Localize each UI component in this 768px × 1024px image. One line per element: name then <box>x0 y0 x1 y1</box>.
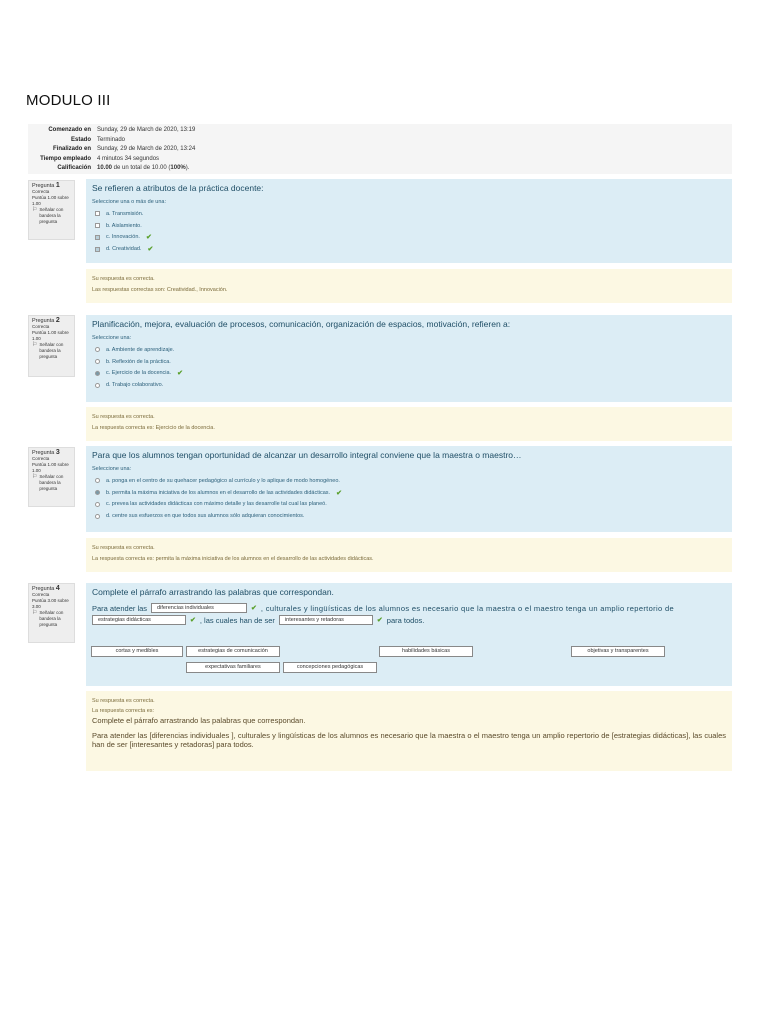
answer-option[interactable]: d. Trabajo colaborativo. <box>92 379 726 391</box>
feedback-panel <box>86 538 732 572</box>
correct-answer: La respuesta correcta es: permita la máxima iniciativa de los alumnos en el desarrollo de las actividades didácticas. <box>92 556 374 562</box>
flag-question-link[interactable]: ⚐ Señalar con bandera la pregunta <box>32 610 64 627</box>
checkbox[interactable] <box>95 235 100 240</box>
question-info: Pregunta 4 Correcta Puntúa 3.00 sobre 3.00 ⚐ Señalar con bandera la pregunta <box>28 583 75 643</box>
answer-option[interactable]: a. ponga en el centro de su quehacer pedagógico al currículo y lo aplique de modo homogéneo. <box>92 475 726 487</box>
feedback-panel <box>86 407 732 441</box>
summary-value: Sunday, 29 de March de 2020, 13:24 <box>97 146 196 152</box>
question-points: Puntúa 1.00 sobre 1.00 <box>32 195 69 206</box>
correct-check-icon: ✔ <box>251 605 257 612</box>
question-text: Complete el párrafo arrastrando las palabras que correspondan. <box>92 587 334 597</box>
answer-option[interactable]: c. Innovación. ✔ <box>92 232 726 244</box>
summary-key: Tiempo empleado <box>40 155 91 162</box>
question-status: Correcta <box>32 456 50 461</box>
question-info: Pregunta 2 Correcta Puntúa 1.00 sobre 1.00 ⚐ Señalar con bandera la pregunta <box>28 315 75 377</box>
draggable-word[interactable]: concepciones pedagógicas <box>283 662 377 673</box>
correct-answer: La respuesta correcta es: Ejercicio de la docencia. <box>92 425 215 431</box>
feedback-status: Su respuesta es correcta. <box>92 276 155 282</box>
correct-check-icon: ✔ <box>190 617 196 624</box>
radio-button[interactable] <box>95 347 100 352</box>
radio-button[interactable] <box>95 514 100 519</box>
correct-check-icon: ✔ <box>145 234 152 242</box>
answer-option[interactable]: c. prevea las actividades didácticas con máximo detalle y las desarrolle tal cual las planeó. <box>92 499 726 511</box>
feedback-status: Su respuesta es correcta. <box>92 545 155 551</box>
answer-option[interactable]: d. centre sus esfuerzos en que todos sus alumnos sólo adquieran conocimientos. <box>92 510 726 522</box>
flag-icon: ⚐ <box>32 342 38 348</box>
summary-value: Sunday, 29 de March de 2020, 13:19 <box>97 127 196 133</box>
correct-answer: Las respuestas correctas son: Creatividad., Innovación. <box>92 287 228 293</box>
feedback-status: Su respuesta es correcta. <box>92 698 155 704</box>
summary-value: Terminado <box>97 136 126 143</box>
question-content <box>86 179 732 263</box>
question-points: Puntúa 3.00 sobre 3.00 <box>32 598 69 609</box>
flag-question-link[interactable]: ⚐ Señalar con bandera la pregunta <box>32 342 64 359</box>
summary-key: Finalizado en <box>52 146 91 152</box>
radio-button[interactable] <box>95 383 100 388</box>
answer-option[interactable]: c. Ejercicio de la docencia. ✔ <box>92 368 726 380</box>
answer-option[interactable]: a. Transmisión. <box>92 208 726 220</box>
question-text: Planificación, mejora, evaluación de procesos, comunicación, organización de espacios, motivación, refieren a: <box>92 319 511 329</box>
draggable-word[interactable]: cortas y medibles <box>91 646 183 657</box>
flag-icon: ⚐ <box>32 474 38 480</box>
question-points: Puntúa 1.00 sobre 1.00 <box>32 330 69 341</box>
summary-row <box>28 164 198 174</box>
drop-zone[interactable]: diferencias individuales <box>151 603 247 613</box>
question-content <box>86 583 732 686</box>
flag-question-link[interactable]: ⚐ Señalar con bandera la pregunta <box>32 474 64 491</box>
radio-button[interactable] <box>95 490 100 495</box>
summary-key: Calificación <box>57 165 91 171</box>
feedback-status: Su respuesta es correcta. <box>92 414 155 420</box>
radio-button[interactable] <box>95 502 100 507</box>
radio-button[interactable] <box>95 478 100 483</box>
answer-prompt: Seleccione una o más de una: <box>92 199 166 205</box>
checkbox[interactable] <box>95 211 100 216</box>
question-status: Correcta <box>32 189 50 194</box>
radio-button[interactable] <box>95 359 100 364</box>
question-info: Pregunta 3 Correcta Puntúa 1.00 sobre 1.00 ⚐ Señalar con bandera la pregunta <box>28 447 75 507</box>
question-content <box>86 446 732 532</box>
draggable-word[interactable]: objetivas y transparentes <box>571 646 665 657</box>
correct-check-icon: ✔ <box>336 489 342 497</box>
draggable-word[interactable]: estrategias de comunicación <box>186 646 280 657</box>
paragraph-line-1: Para atender las diferencias individuales ✔ , culturales y lingüísticas de los alumnos es necesario que la maestra o el maestro tenga un amplio repertorio de <box>92 603 675 613</box>
question-points: Puntúa 1.00 sobre 1.00 <box>32 462 69 473</box>
summary-row <box>28 155 198 165</box>
draggable-word[interactable]: habilidades básicas <box>379 646 473 657</box>
correct-check-icon: ✔ <box>376 617 383 624</box>
draggable-word[interactable]: expectativas familiares <box>186 662 280 673</box>
drop-zone[interactable]: estrategias didácticas <box>92 615 186 625</box>
correct-check-icon: ✔ <box>147 246 154 254</box>
summary-key: Estado <box>70 136 91 143</box>
summary-row <box>28 145 198 155</box>
document-title: MODULO III <box>26 92 111 109</box>
question-info: Pregunta 1 Correcta Puntúa 1.00 sobre 1.00 ⚐ Señalar con bandera la pregunta <box>28 180 75 240</box>
feedback-panel <box>86 269 732 303</box>
flag-icon: ⚐ <box>32 207 38 213</box>
feedback-question-text: Complete el párrafo arrastrando las palabras que correspondan. <box>92 716 306 725</box>
paragraph-line-2: estrategias didácticas ✔ , las cuales han de ser interesantes y retadoras ✔ para todos. <box>92 615 726 625</box>
question-text: Se refieren a atributos de la práctica docente: <box>92 183 264 193</box>
summary-row <box>28 126 198 136</box>
radio-button[interactable] <box>95 371 100 376</box>
answer-option[interactable]: b. permita la máxima iniciativa de los alumnos en el desarrollo de las actividades didácticas. ✔ <box>92 487 726 499</box>
question-status: Correcta <box>32 324 50 329</box>
summary-key: Comenzado en <box>48 127 91 133</box>
summary-row <box>28 136 198 146</box>
correct-answer-paragraph: Para atender las [diferencias individuales ], culturales y lingüísticas de los alumnos es necesario que la maestra o el maestro tenga un amplio repertorio de [estrategias didácticas], las cuales han de ser [interesantes y retadoras] para todos. <box>92 731 726 749</box>
answer-option[interactable]: a. Ambiente de aprendizaje. <box>92 344 726 356</box>
answer-option[interactable]: b. Aislamiento. <box>92 220 726 232</box>
summary-value: 4 minutos 34 segundos <box>97 155 160 162</box>
answer-prompt: Seleccione una: <box>92 466 132 472</box>
question-text: Para que los alumnos tengan oportunidad de alcanzar un desarrollo integral conviene que la maestra o maestro… <box>92 450 522 460</box>
feedback-panel <box>86 691 732 771</box>
summary-value: 10.00 de un total de 10.00 (100%). <box>97 165 190 171</box>
question-content <box>86 315 732 402</box>
correct-answer-label: La respuesta correcta es: <box>92 708 155 714</box>
attempt-summary <box>28 124 732 174</box>
answer-prompt: Seleccione una: <box>92 335 132 341</box>
correct-check-icon: ✔ <box>177 370 183 378</box>
flag-question-link[interactable]: ⚐ Señalar con bandera la pregunta <box>32 207 64 224</box>
checkbox[interactable] <box>95 247 100 252</box>
checkbox[interactable] <box>95 223 100 228</box>
drop-zone[interactable]: interesantes y retadoras <box>279 615 373 625</box>
answer-option[interactable]: b. Reflexión de la práctica. <box>92 356 726 368</box>
answer-option[interactable]: d. Creatividad. ✔ <box>92 243 726 255</box>
flag-icon: ⚐ <box>32 610 38 616</box>
question-status: Correcta <box>32 592 50 597</box>
